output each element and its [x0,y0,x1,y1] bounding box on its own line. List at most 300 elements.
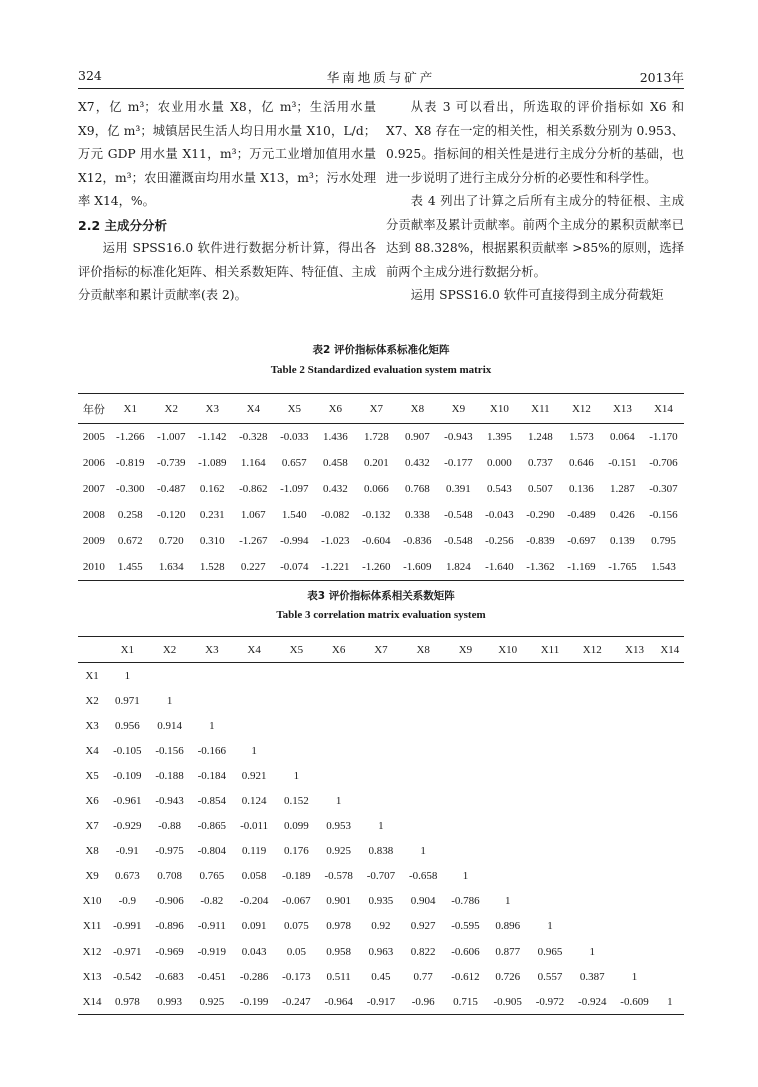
table3-cell [656,964,684,989]
table3-row [78,914,684,939]
table3-column-header: X11 [529,637,571,663]
table3-cell: 0.935 [368,895,394,908]
table3-cell: 0.673 [114,870,140,883]
table2-cell: 0.672 [117,535,143,547]
table3-cell [613,713,655,738]
table3-cell: 1 [378,820,384,833]
table3-cell [529,864,571,889]
table2-column-header: X14 [643,394,684,424]
table3-cell [571,688,613,713]
table2-cell: 0.507 [528,483,553,495]
left-column [78,96,376,308]
table2-cell: 0.737 [528,457,553,469]
table3-cell [487,688,529,713]
table3-cell: -0.204 [239,895,269,908]
table2-row [78,450,684,476]
table3-cell: -0.707 [366,870,396,883]
table3-cell [233,713,275,738]
table3-cell [613,939,655,964]
table3-cell [529,814,571,839]
table3-cell [613,688,655,713]
table2-cell: 0.000 [487,457,512,469]
table2-cell: -0.697 [567,535,596,547]
table3-cell: 1 [589,945,595,958]
table3-cell: 0.838 [368,845,394,858]
table2-cell: -0.548 [444,535,473,547]
table2-column-header: X8 [397,394,438,424]
table3-cell: -0.943 [155,795,184,808]
table2-cell: -0.151 [608,457,637,469]
table2-cell: 0.338 [404,509,430,521]
table3-cell: 0.927 [410,920,436,933]
table3-cell: -0.609 [620,995,649,1008]
table2-cell: 0.795 [651,535,676,547]
table3-column-header: X4 [233,637,275,663]
table2-column-header: X2 [151,394,192,424]
table3-cell: -0.105 [113,744,142,757]
table3-cell: -0.542 [113,970,142,983]
table2-caption-cn: 表2 评价指标体系标准化矩阵 [312,344,450,356]
table2-column-header: X3 [192,394,233,424]
table2-cell: 0.543 [487,483,512,495]
table3-cell [571,839,613,864]
table3-column-header: X5 [275,637,317,663]
table3-cell [444,788,486,813]
table2-row [78,424,684,451]
table3-cell [275,663,317,689]
table3-cell: 1 [293,769,300,782]
table3-cell: -0.9 [118,895,137,908]
table2-row-label: 2010 [82,561,105,573]
table3-cell [487,864,529,889]
table3-cell [656,889,684,914]
table3-cell: 0.896 [495,920,521,933]
table2-cell: -1.142 [198,431,227,443]
table3-cell [233,663,275,689]
table3-cell [487,663,529,689]
table3-cell [529,738,571,763]
table2-cell: -0.487 [157,483,186,495]
table3-row-label: X1 [85,669,99,682]
table2-cell: 0.064 [610,431,635,443]
table3-cell: -0.917 [366,995,396,1008]
table3-cell [360,713,402,738]
table3-cell [571,763,613,788]
table2-cell: 1.573 [569,431,594,443]
table3-cell [613,814,655,839]
table3-cell [571,713,613,738]
table3-cell [191,688,233,713]
table3-cell [571,663,613,689]
table2-column-header: X7 [356,394,397,424]
table3-cell: 0.92 [371,920,391,933]
table3-cell [656,713,684,738]
table3-cell: -0.975 [155,845,184,858]
table3-cell [487,763,529,788]
table3-cell: 0.726 [495,970,521,983]
table3-cell: -0.247 [282,995,311,1008]
table3-row-label: X7 [85,820,99,833]
table3-row [78,814,684,839]
table3-cell: 0.715 [453,995,478,1008]
table2-cell: 1.540 [281,509,307,521]
table2-column-header: X1 [110,394,151,424]
table2-column-header: X5 [274,394,315,424]
table2-cell: -0.489 [567,509,596,521]
table3-cell: 0.05 [286,945,306,958]
table3-column-header: X12 [571,637,613,663]
table3-cell: 0.77 [413,970,433,983]
table3-cell [402,788,444,813]
table2-column-header: X13 [602,394,643,424]
table2-cell: -0.739 [157,457,186,469]
table3-cell [402,763,444,788]
table2-cell: -0.994 [280,535,309,547]
table3-cell [444,663,486,689]
table2-cell: 0.432 [404,457,430,469]
table2-cell: 0.720 [158,535,184,547]
table3-cell [360,688,402,713]
table2-row-label: 2007 [82,483,105,495]
table3-cell: -0.911 [197,920,226,933]
table3-row [78,763,684,788]
table3-cell [487,738,529,763]
table3-cell: 0.822 [410,945,436,958]
table3-cell [571,814,613,839]
table2-cell: 0.657 [281,457,307,469]
table2-cell: -1.170 [649,431,678,443]
table3-cell: -0.91 [115,845,139,858]
table3-cell: 0.152 [284,795,309,808]
table3-column-header: X3 [191,637,233,663]
table3-column-header: X2 [148,637,190,663]
table3-caption-cn: 表3 评价指标体系相关系数矩阵 [307,590,455,602]
table3-row [78,688,684,713]
table3-cell [487,839,529,864]
table3-cell: -0.286 [239,970,269,983]
table3-cell: 0.978 [326,920,352,933]
table2-cell: -0.156 [649,509,678,521]
table3-row-label: X2 [85,694,99,707]
table2-cell: -0.043 [485,509,514,521]
table3-cell: 0.904 [410,895,436,908]
table3-cell [275,713,317,738]
table2-column-header: X9 [438,394,479,424]
table2-cell: -1.169 [567,561,596,573]
table3-row-label: X13 [82,970,102,983]
page-number: 324 [78,68,102,83]
table3-cell: -0.991 [113,920,142,933]
table3-cell [444,839,486,864]
table2-cell: -0.862 [239,483,268,495]
table3-cell [656,763,684,788]
table3-cell [444,713,486,738]
table3-cell [275,738,317,763]
table2-cell: 0.458 [322,457,348,469]
table3-cell [318,663,360,689]
table3-cell: 0.901 [326,895,352,908]
table3-cell: 0.091 [241,920,267,933]
right-column [386,96,684,308]
table2-cell: -1.007 [157,431,186,443]
table3-cell: 1 [547,920,553,933]
table3-cell: 0.921 [241,769,267,782]
journal-title: 华南地质与矿产 [326,70,436,85]
table2-column-header: 年份 [78,394,110,424]
table3-cell: -0.011 [240,820,269,833]
table3-row-label: X9 [85,870,99,883]
table2-row-label: 2005 [82,431,105,443]
table3-cell [402,738,444,763]
table3-row [78,663,684,689]
table2-cell: 0.162 [199,483,225,495]
table2-cell: 0.227 [240,561,266,573]
table2-cell: 0.201 [363,457,389,469]
table3-cell: 0.075 [284,920,309,933]
table3-cell: 0.387 [579,970,605,983]
table3-cell [529,839,571,864]
table2-cell: 0.646 [569,457,594,469]
table3-cell: -0.96 [411,995,435,1008]
table3-cell: 0.176 [284,845,309,858]
table3-cell: -0.683 [155,970,184,983]
table3-cell [148,663,190,689]
table2-cell: -1.089 [198,457,227,469]
table3-cell [444,688,486,713]
right-paragraph-2: 表 4 列出了计算之后所有主成分的特征根、主成分贡献率及累计贡献率。前两个主成分的累积贡献率已达到 88.328%，根据累积贡献率 >85%的原则，选择前两个主成分进行数据分析。 [386,194,684,279]
table2-cell: -1.640 [485,561,514,573]
table3-cell [275,688,317,713]
table3-cell [613,738,655,763]
table2-row [78,502,684,528]
table3-cell: 0.708 [157,870,182,883]
table3-cell: -0.109 [113,769,142,782]
table3-cell: -0.804 [197,845,227,858]
table3-cell: -0.961 [113,795,142,808]
table3-cell: 1 [166,694,173,707]
table2-cell: 0.231 [199,509,225,521]
table3-cell: -0.969 [155,945,184,958]
table3-cell: 0.043 [241,945,267,958]
table3-cell: 0.765 [199,870,225,883]
running-header [78,68,684,90]
table3-cell [656,914,684,939]
table2-cell: 1.455 [117,561,143,573]
left-paragraph-2: 运用 SPSS16.0 软件进行数据分析计算，得出各评价指标的标准化矩阵、相关系数矩阵、特征值、主成分贡献率和累计贡献率(表 2)。 [78,241,376,302]
table3-cell [571,914,613,939]
table3-cell: 1 [251,744,257,757]
table3-cell [656,788,684,813]
table3-cell: -0.972 [535,995,565,1008]
table3-row-label: X10 [82,895,102,908]
table2-cell: -0.819 [116,457,145,469]
table2-column-header: X10 [479,394,520,424]
right-paragraph-1: 从表 3 可以看出，所选取的评价指标如 X6 和 X7、X8 存在一定的相关性，相关系数分别为 0.953、0.925。指标间的相关性是进行主成分分析的基础，也进一步说明了进行主成分分析的必要性和科学性。 [386,100,684,185]
table3-cell [613,889,655,914]
table3-cell [571,889,613,914]
table3-row-label: X12 [82,945,102,958]
table3-cell [318,713,360,738]
table2-cell: -1.267 [239,535,268,547]
table3-cell [191,663,233,689]
table3-cell: 0.914 [157,719,182,732]
table3-cell [360,788,402,813]
table3-row [78,839,684,864]
table2-cell: 1.528 [199,561,225,573]
table3-cell: -0.199 [239,995,269,1008]
table3-cell: 1 [631,970,638,983]
table2-cell: -0.033 [280,431,309,443]
table2-cell: -0.548 [444,509,473,521]
table2-caption-en: Table 2 Standardized evaluation system matrix [270,364,492,376]
table3-cell [613,864,655,889]
table2-cell: -0.307 [649,483,678,495]
table3-column-header [78,637,106,663]
table2-cell: -1.023 [321,535,350,547]
table2-cell: 1.287 [610,483,635,495]
table2-cell: -0.082 [321,509,350,521]
table3-cell: -0.451 [197,970,227,983]
table3-cell: -0.854 [197,795,227,808]
table3-cell [613,914,655,939]
table3-cell [571,738,613,763]
table3-cell: -0.906 [155,895,184,908]
table3-column-header: X10 [487,637,529,663]
table3-cell: -0.658 [408,870,438,883]
table3-cell: 0.978 [114,995,140,1008]
table3-row-label: X6 [85,795,99,808]
table3-cell: -0.067 [282,895,311,908]
table3-row [78,788,684,813]
table3-cell: 0.877 [495,945,521,958]
table3-row-label: X4 [85,744,99,757]
table3-cell [444,814,486,839]
table3-cell [656,688,684,713]
publication-year: 2013年 [639,70,684,85]
table3-cell: -0.971 [113,945,142,958]
table3-row-label: X14 [82,995,102,1008]
table3-column-header: X14 [656,637,684,663]
table2-cell: -1.765 [608,561,637,573]
table3-cell [360,763,402,788]
table3-cell: 0.963 [368,945,394,958]
table3-column-header: X7 [360,637,402,663]
table3-cell: -0.924 [578,995,607,1008]
table2-cell: -0.328 [239,431,268,443]
table3-cell [613,663,655,689]
table2-cell: 0.258 [117,509,143,521]
table2-row-label: 2008 [82,509,105,521]
table2-cell: -1.260 [362,561,391,573]
table3-cell: 1 [504,895,511,908]
table3-cell [360,738,402,763]
table3-cell: 1 [335,795,342,808]
table2-cell: 0.066 [363,483,389,495]
table2-row-label: 2006 [82,457,105,469]
table3-cell: 0.958 [326,945,352,958]
table3-cell [529,788,571,813]
table2-header-row [78,394,684,424]
table2-cell: 0.907 [404,431,430,443]
table2-cell: -0.290 [526,509,555,521]
table3-cell: -0.612 [451,970,480,983]
table3-cell: 0.119 [241,845,267,858]
table3-cell [402,814,444,839]
table2-cell: 0.768 [404,483,430,495]
table2 [78,393,684,581]
table3-cell: -0.188 [155,769,184,782]
table3-row-label: X3 [85,719,99,732]
table3-cell [402,713,444,738]
table2-cell: 0.426 [610,509,635,521]
table2-cell: -1.221 [321,561,350,573]
table2-cell: 1.067 [240,509,266,521]
table2-cell: -0.839 [526,535,555,547]
table2-row-label: 2009 [82,535,105,547]
table3-cell: -0.964 [324,995,353,1008]
table3-cell: -0.606 [451,945,480,958]
table2-cell: 0.136 [569,483,594,495]
table3-cell: 0.956 [114,719,140,732]
table2-column-header: X6 [315,394,356,424]
table3-cell: -0.578 [324,870,353,883]
table3-cell [529,688,571,713]
table3-cell: 0.993 [157,995,182,1008]
table3-cell [318,738,360,763]
table3-cell: -0.184 [197,769,227,782]
table2-cell: 1.824 [445,561,471,573]
table3-cell [656,839,684,864]
table3-cell: 1 [462,870,469,883]
table3-cell: 1 [667,995,673,1008]
table3-cell [487,814,529,839]
table3-cell: 0.557 [537,970,563,983]
header-rule [78,88,684,89]
table3-row [78,738,684,763]
section-heading: 2.2 主成分分析 [78,217,167,233]
table2-column-header: X11 [520,394,561,424]
table2-cell: -0.177 [444,457,473,469]
table3-cell: 0.925 [326,845,352,858]
table2-cell: -0.836 [403,535,432,547]
table3-cell [233,688,275,713]
table3-cell [656,663,684,689]
table3-cell [487,788,529,813]
table3-column-header: X9 [444,637,486,663]
table3-cell: 0.965 [537,945,563,958]
table2-row [78,554,684,581]
table2-cell: 0.310 [199,535,225,547]
table3-column-header: X8 [402,637,444,663]
table2-cell: -0.300 [116,483,145,495]
table3-cell: -0.166 [197,744,227,757]
table2-row [78,528,684,554]
table3-cell [656,939,684,964]
table2-cell: -1.362 [526,561,555,573]
table3-cell: 0.124 [241,795,267,808]
table3-cell: -0.189 [282,870,311,883]
table3-cell: -0.865 [197,820,227,833]
table3-cell [360,663,402,689]
table3-caption-en: Table 3 correlation matrix evaluation system [276,609,486,621]
table3-column-header: X6 [318,637,360,663]
table3-header-row [78,637,684,663]
table3-cell [487,713,529,738]
table3-cell: -0.88 [158,820,182,833]
table2-row [78,476,684,502]
table3-cell [613,763,655,788]
table3-cell: 0.925 [199,995,225,1008]
